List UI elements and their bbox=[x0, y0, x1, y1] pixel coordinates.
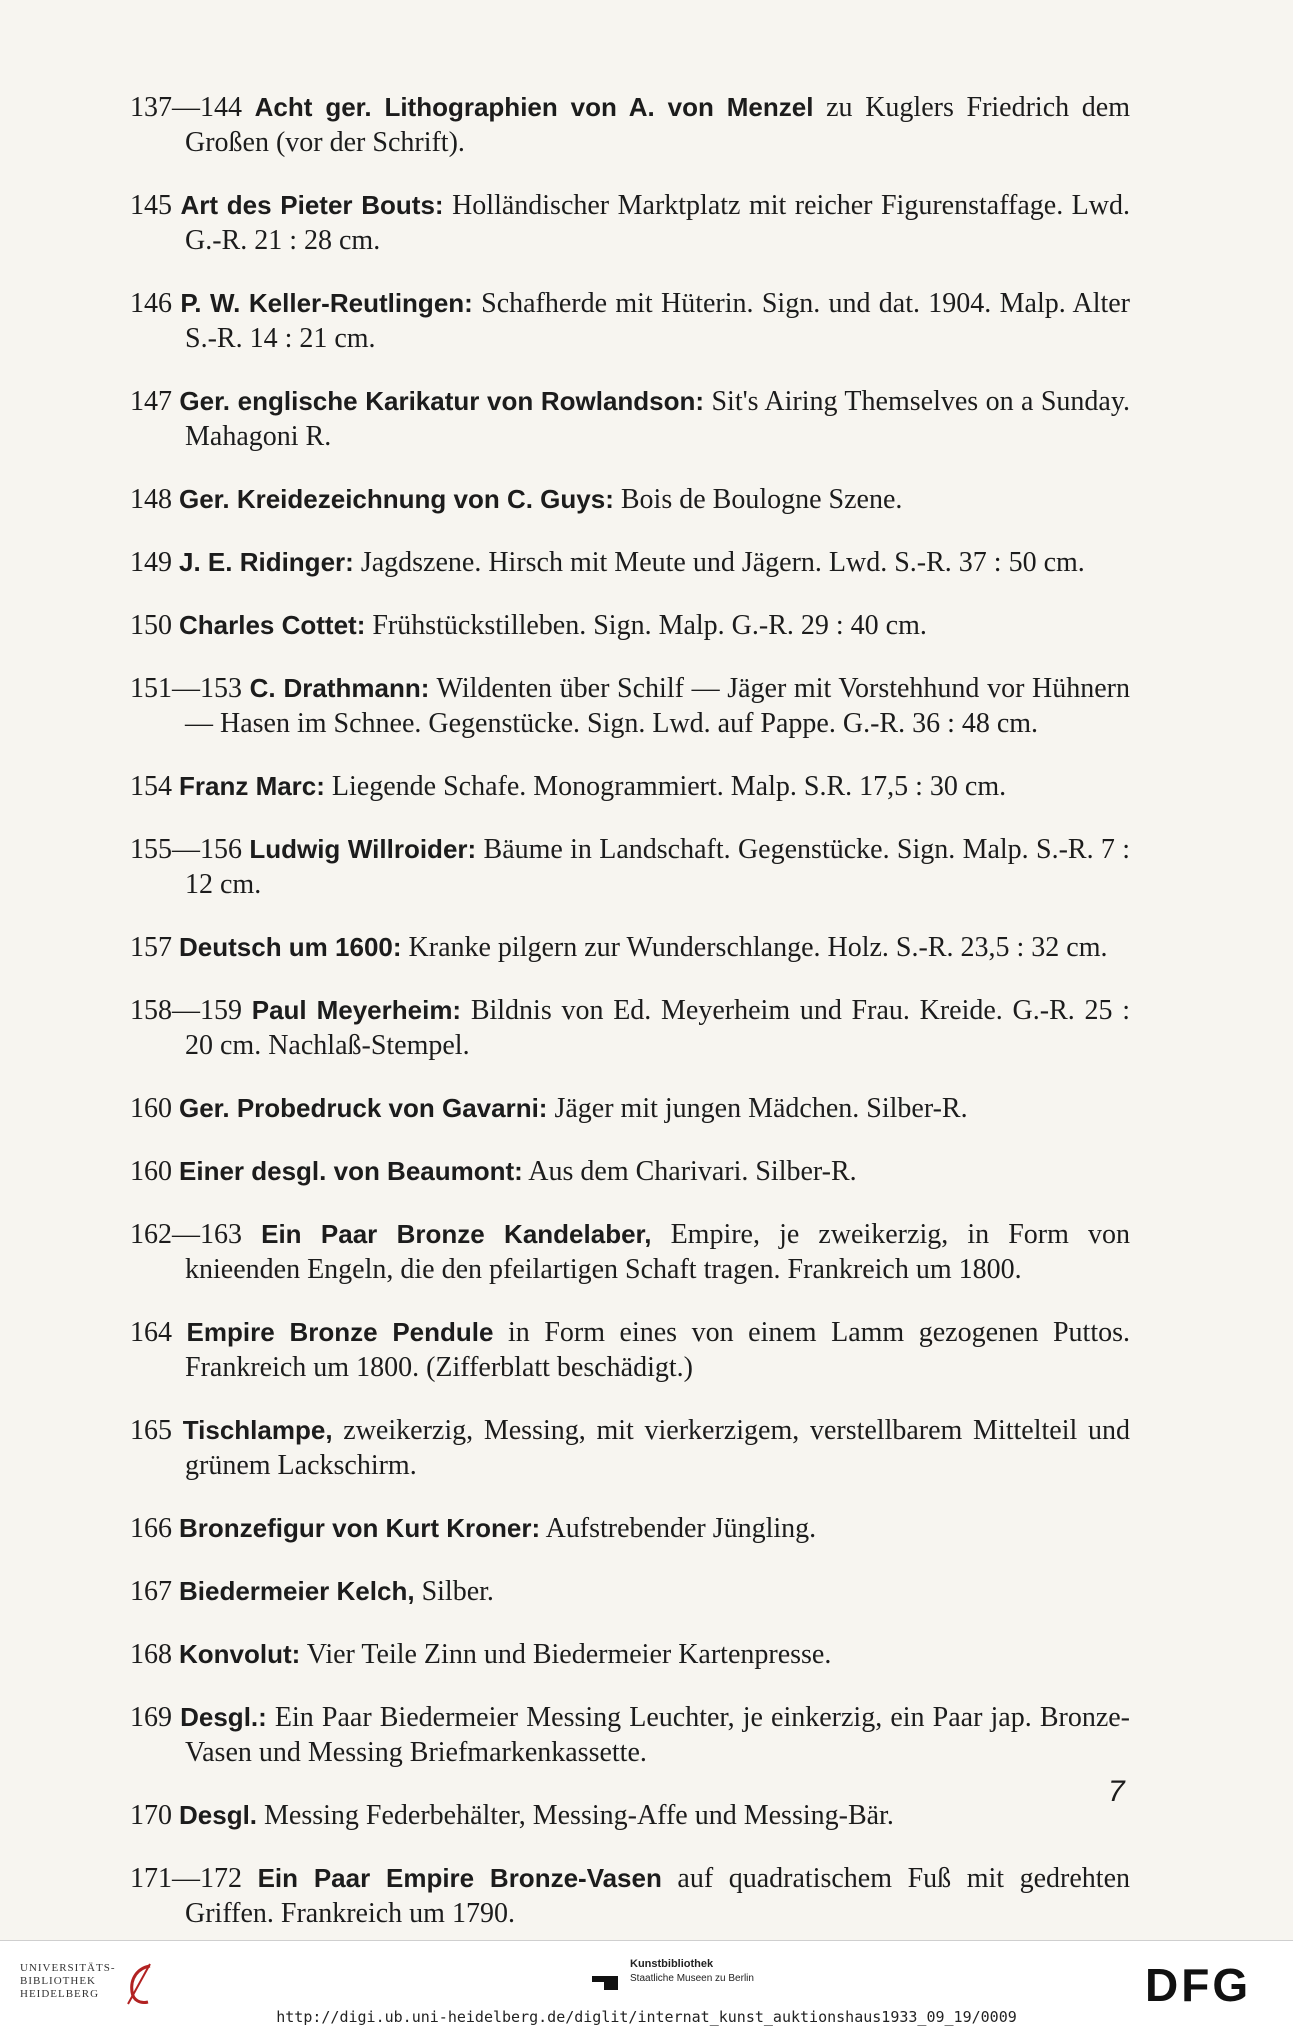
catalog-list bbox=[130, 62, 1130, 1944]
catalog-entry bbox=[130, 286, 1130, 356]
entry-number: 160 bbox=[130, 1156, 172, 1187]
entry-heading: Desgl.: bbox=[180, 1702, 267, 1732]
entry-description: Aus dem Charivari. Silber-R. bbox=[522, 1156, 857, 1187]
entry-heading: Konvolut: bbox=[179, 1639, 301, 1669]
entry-number: 167 bbox=[130, 1576, 172, 1607]
entry-number: 147 bbox=[130, 386, 172, 417]
entry-number: 160 bbox=[130, 1093, 172, 1124]
entry-heading: Desgl. bbox=[179, 1800, 258, 1830]
entry-number: 168 bbox=[130, 1639, 172, 1670]
catalog-entry bbox=[130, 482, 1130, 517]
catalog-entry bbox=[130, 1413, 1130, 1483]
entry-heading: Paul Meyerheim: bbox=[251, 995, 462, 1025]
entry-heading: Ludwig Willroider: bbox=[249, 834, 477, 864]
entry-description: Bois de Boulogne Szene. bbox=[613, 484, 903, 515]
catalog-entry bbox=[130, 384, 1130, 454]
entry-heading: Empire Bronze Pendule bbox=[186, 1317, 494, 1347]
catalog-entry bbox=[130, 1637, 1130, 1672]
entry-heading: J. E. Ridinger: bbox=[179, 547, 354, 577]
entry-number: 170 bbox=[130, 1800, 172, 1831]
kunstbibliothek-subtitle: Staatliche Museen zu Berlin bbox=[630, 1973, 754, 1984]
entry-description: Jäger mit jungen Mädchen. Silber-R. bbox=[547, 1093, 968, 1124]
entry-description: Empire, je zweikerzig, in Form von knieenden Engeln, die den pfeilartigen Schaft tragen. Frankreich um 1800. bbox=[185, 1219, 1130, 1285]
catalog-entry bbox=[130, 545, 1130, 580]
catalog-entry bbox=[130, 930, 1130, 965]
entry-description: auf quadratischem Fuß mit gedrehten Griffen. Frankreich um 1790. bbox=[185, 1863, 1130, 1929]
catalog-entry bbox=[130, 608, 1130, 643]
entry-description: Wildenten über Schilf — Jäger mit Vorstehhund vor Hühnern — Hasen im Schnee. Gegenstücke. Sign. Lwd. auf Pappe. G.-R. 36 : 48 cm. bbox=[185, 673, 1131, 739]
entry-heading: Tischlampe, bbox=[182, 1415, 333, 1445]
entry-heading: Art des Pieter Bouts: bbox=[180, 190, 444, 220]
university-library-name: UNIVERSITÄTS- BIBLIOTHEK HEIDELBERG bbox=[20, 1962, 116, 2000]
kunstbibliothek-name: Kunstbibliothek bbox=[630, 1958, 714, 1970]
catalog-entry bbox=[130, 1700, 1130, 1770]
catalog-entry bbox=[130, 1217, 1130, 1287]
entry-number: 148 bbox=[130, 484, 172, 515]
catalog-entry bbox=[130, 1511, 1130, 1546]
entry-heading: Ein Paar Empire Bronze-Vasen bbox=[257, 1863, 662, 1893]
catalog-entry bbox=[130, 1861, 1130, 1931]
entry-heading: Franz Marc: bbox=[179, 771, 325, 801]
footer bbox=[0, 1940, 1293, 2030]
kunstbibliothek-logo[interactable] bbox=[590, 1958, 830, 1998]
entry-heading: P. W. Keller-Reutlingen: bbox=[180, 288, 473, 318]
entry-description: Kranke pilgern zur Wunderschlange. Holz. S.-R. 23,5 : 32 cm. bbox=[401, 932, 1108, 963]
catalog-entry bbox=[130, 1154, 1130, 1189]
entry-heading: Ein Paar Bronze Kandelaber, bbox=[261, 1219, 652, 1249]
university-emblem-icon bbox=[120, 1960, 160, 2010]
kunstbibliothek-emblem-icon bbox=[590, 1962, 620, 1992]
entry-description: in Form eines von einem Lamm gezogenen Puttos. Frankreich um 1800. (Zifferblatt beschädigt.) bbox=[185, 1317, 1131, 1383]
entry-heading: Ger. englische Karikatur von Rowlandson: bbox=[179, 386, 705, 416]
entry-heading: Acht ger. Lithographien von A. von Menzel bbox=[254, 92, 814, 122]
entry-number: 150 bbox=[130, 610, 172, 641]
catalog-entry bbox=[130, 188, 1130, 258]
university-library-logo[interactable] bbox=[20, 1960, 160, 2012]
entry-number: 169 bbox=[130, 1702, 172, 1733]
entry-description: zu Kuglers Friedrich dem Großen (vor der Schrift). bbox=[185, 92, 1130, 158]
entry-number: 146 bbox=[130, 288, 172, 319]
catalog-entry bbox=[130, 769, 1130, 804]
entry-heading: Biedermeier Kelch, bbox=[179, 1576, 415, 1606]
entry-number: 145 bbox=[130, 190, 172, 221]
entry-number: 171—172 bbox=[130, 1863, 242, 1894]
catalog-entry bbox=[130, 1798, 1130, 1833]
catalog-entry bbox=[130, 1574, 1130, 1609]
catalog-entry bbox=[130, 1315, 1130, 1385]
catalog-entry bbox=[130, 832, 1130, 902]
catalog-entry bbox=[130, 90, 1130, 160]
entry-description: Bäume in Landschaft. Gegenstücke. Sign. Malp. S.-R. 7 : 12 cm. bbox=[185, 834, 1131, 900]
entry-description: Holländischer Marktplatz mit reicher Figurenstaffage. Lwd. G.-R. 21 : 28 cm. bbox=[185, 190, 1131, 256]
entry-description: Vier Teile Zinn und Biedermeier Kartenpresse. bbox=[300, 1639, 832, 1670]
entry-description: zweikerzig, Messing, mit vierkerzigem, verstellbarem Mittelteil und grünem Lackschirm. bbox=[185, 1415, 1130, 1481]
entry-number: 162—163 bbox=[130, 1219, 242, 1250]
entry-number: 164 bbox=[130, 1317, 172, 1348]
entry-heading: Ger. Kreidezeichnung von C. Guys: bbox=[179, 484, 614, 514]
entry-description: Bildnis von Ed. Meyerheim und Frau. Kreide. G.-R. 25 : 20 cm. Nachlaß-Stempel. bbox=[185, 995, 1130, 1061]
entry-heading: C. Drathmann: bbox=[249, 673, 430, 703]
entry-description: Sit's Airing Themselves on a Sunday. Mahagoni R. bbox=[185, 386, 1131, 452]
page-number: 7 bbox=[1108, 1775, 1125, 1808]
entry-description: Schafherde mit Hüterin. Sign. und dat. 1904. Malp. Alter S.-R. 14 : 21 cm. bbox=[185, 288, 1131, 354]
entry-heading: Deutsch um 1600: bbox=[179, 932, 402, 962]
dfg-logo[interactable]: DFG bbox=[1145, 1959, 1252, 2011]
entry-description: Ein Paar Biedermeier Messing Leuchter, je einkerzig, ein Paar jap. Bronze-Vasen und Messing Briefmarkenkassette. bbox=[185, 1702, 1130, 1768]
entry-description: Jagdszene. Hirsch mit Meute und Jägern. Lwd. S.-R. 37 : 50 cm. bbox=[353, 547, 1085, 578]
entry-description: Aufstrebender Jüngling. bbox=[540, 1513, 817, 1544]
entry-description: Messing Federbehälter, Messing-Affe und Messing-Bär. bbox=[257, 1800, 894, 1831]
entry-number: 154 bbox=[130, 771, 172, 802]
entry-heading: Einer desgl. von Beaumont: bbox=[179, 1156, 523, 1186]
entry-number: 157 bbox=[130, 932, 172, 963]
entry-description: Silber. bbox=[414, 1576, 494, 1607]
entry-number: 165 bbox=[130, 1415, 172, 1446]
entry-number: 155—156 bbox=[130, 834, 242, 865]
entry-heading: Ger. Probedruck von Gavarni: bbox=[179, 1093, 548, 1123]
entry-number: 158—159 bbox=[130, 995, 242, 1026]
entry-number: 137—144 bbox=[130, 92, 242, 123]
entry-number: 149 bbox=[130, 547, 172, 578]
source-url[interactable]: http://digi.ub.uni-heidelberg.de/diglit/internat_kunst_auktionshaus1933_09_19/0009 bbox=[276, 2008, 1017, 2026]
catalog-entry bbox=[130, 993, 1130, 1063]
footer-divider bbox=[0, 1940, 1293, 1941]
entry-heading: Bronzefigur von Kurt Kroner: bbox=[179, 1513, 541, 1543]
entry-description: Frühstückstilleben. Sign. Malp. G.-R. 29 : 40 cm. bbox=[365, 610, 927, 641]
entry-number: 166 bbox=[130, 1513, 172, 1544]
catalog-entry bbox=[130, 1091, 1130, 1126]
catalog-entry bbox=[130, 671, 1130, 741]
entry-description: Liegende Schafe. Monogrammiert. Malp. S.R. 17,5 : 30 cm. bbox=[324, 771, 1007, 802]
entry-number: 151—153 bbox=[130, 673, 242, 704]
entry-heading: Charles Cottet: bbox=[179, 610, 366, 640]
